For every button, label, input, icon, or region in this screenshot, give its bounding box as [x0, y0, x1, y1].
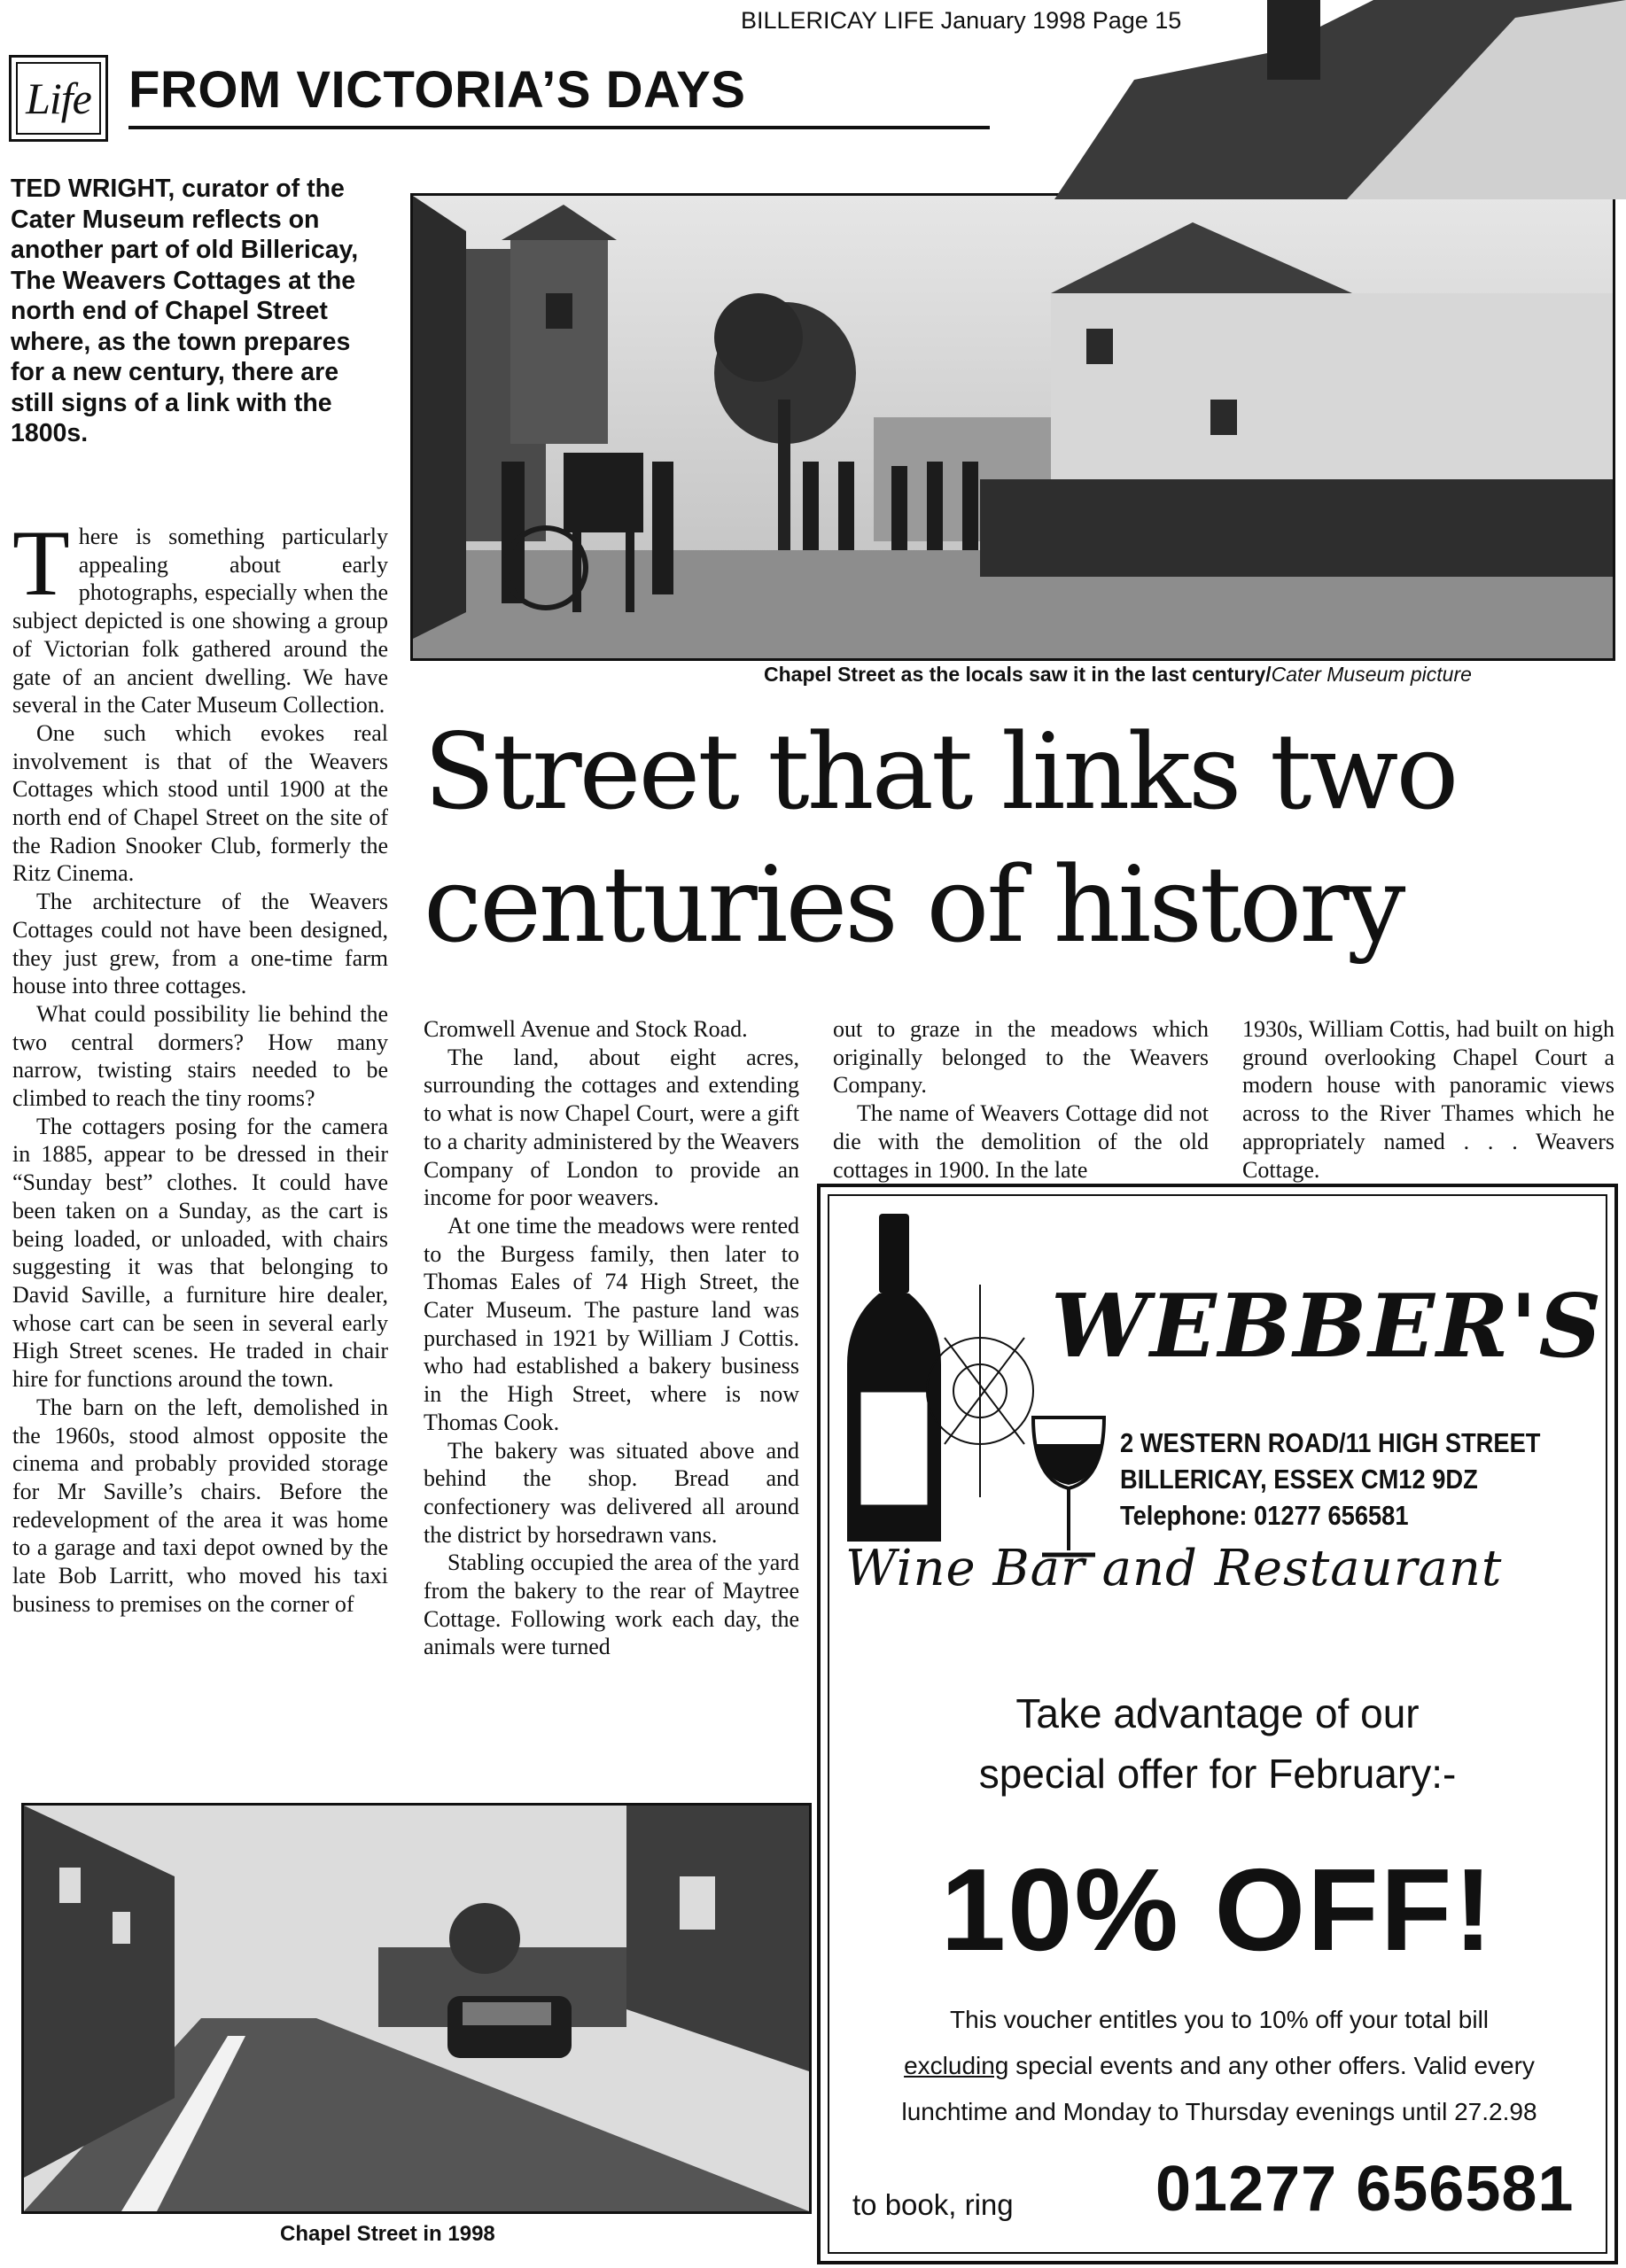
- paragraph: The name of Weavers Cottage did not die with the demolition of the old cottages in 1900. In the late: [833, 1100, 1209, 1183]
- historic-photo: [410, 193, 1615, 661]
- paragraph: Cromwell Avenue and Stock Road.: [424, 1016, 748, 1042]
- advert-phone-number: 01277 656581: [1155, 2154, 1575, 2225]
- modern-photo: [21, 1803, 812, 2214]
- article-column-4: [1242, 1015, 1614, 1184]
- advert-offer-intro: [821, 1683, 1614, 1804]
- section-title: FROM VICTORIA’S DAYS: [128, 61, 746, 119]
- advert-address: [1120, 1425, 1540, 1534]
- advert-discount: 10% OFF!: [940, 1845, 1495, 1975]
- roofline-image: [1054, 0, 1626, 199]
- advert-brand: WEBBER'S: [1051, 1276, 1604, 1378]
- modern-photo-caption: Chapel Street in 1998: [280, 2222, 495, 2246]
- voucher-line-2-rest: special events and any other offers. Valid every: [1008, 2052, 1535, 2079]
- voucher-excluding: excluding: [904, 2052, 1009, 2079]
- address-line-2: BILLERICAY, ESSEX CM12 9DZ: [1120, 1464, 1478, 1495]
- paragraph: The land, about eight acres, surrounding the cottages and extending to what is now Chapel Court, were a gift to a charity administered by the Weavers Company of London to provide an income for poor weavers.: [424, 1044, 799, 1211]
- life-logo: [9, 55, 108, 142]
- advert-voucher-terms: [856, 1997, 1583, 2135]
- caption-credit: Cater Museum picture: [1271, 663, 1472, 686]
- page-header: BILLERICAY LIFE January 1998 Page 15: [741, 7, 1182, 34]
- headline: [424, 705, 1456, 971]
- paragraph: The cottagers posing for the camera in 1885, appear to be dressed in their “Sunday best” clothes. It could have been taken on a Sunday, as the cart is being loaded, or unloaded, with chairs suggesting it was that belonging to David Saville, a furniture hire dealer, whose cart can be seen in several early High Street scenes. He traded in chair hire for functions around the town.: [12, 1113, 388, 1393]
- webbers-advert: [817, 1184, 1618, 2264]
- paragraph: Stabling occupied the area of the yard from the bakery to the rear of Maytree Cottage. Following work each day, the animals were turned: [424, 1550, 799, 1660]
- modern-photo-image: [24, 1806, 809, 2211]
- address-line-1: 2 WESTERN ROAD/11 HIGH STREET: [1120, 1427, 1541, 1458]
- paragraph: The barn on the left, demolished in the 1960s, stood almost opposite the cinema and probably provided storage for Mr Saville’s chairs. Before the redevelopment of the area it was home to a garage and taxi depot owned by the late Bob Larritt, who moved his taxi business to premises on the corner of: [12, 1394, 388, 1617]
- title-rule: [128, 126, 990, 129]
- paragraph: One such which evokes real involvement is that of the Weavers Cottages which stood until 1900 at the north end of Chapel Street on the site of the Radion Snooker Club, formerly the Ritz Cinema.: [12, 719, 388, 887]
- paragraph: here is something particularly appealing about early photographs, especially when the subject depicted is one showing a group of Victorian folk gathered around the gate of an ancient dwelling. We have several in the Cater Museum Collection.: [12, 524, 388, 718]
- historic-photo-roofline: [1054, 0, 1626, 199]
- historic-photo-image: [413, 196, 1613, 658]
- article-column-1: [12, 511, 388, 1618]
- drop-cap: T: [12, 511, 70, 615]
- paragraph: 1930s, William Cottis, had built on high ground overlooking Chapel Court a modern house with panoramic views across to the River Thames which he appropriately named . . . Weavers Cottage.: [1242, 1016, 1614, 1183]
- paragraph: out to graze in the meadows which originally belonged to the Weavers Company.: [833, 1016, 1209, 1099]
- article-column-3: [833, 1015, 1209, 1184]
- voucher-line-2: [856, 2043, 1583, 2089]
- paragraph: The bakery was situated above and behind the shop. Bread and confectionery was delivered all around the district by horsedrawn vans.: [424, 1437, 799, 1548]
- voucher-line-1: This voucher entitles you to 10% off your total bill: [949, 2006, 1490, 2033]
- advert-telephone: Telephone: 01277 656581: [1120, 1500, 1409, 1531]
- historic-photo-caption: [764, 663, 1472, 687]
- paragraph: At one time the meadows were rented to the Burgess family, then later to Thomas Eales of 74 High Street, the Cater Museum. The pasture land was purchased in 1921 by William J Cottis. who had established a bakery business in the High Street, where is now Thomas Cook.: [424, 1212, 799, 1435]
- caption-main: Chapel Street as the locals saw it in the last century/: [764, 663, 1272, 686]
- standfirst: TED WRIGHT, curator of the Cater Museum reflects on another part of old Billericay, The Weavers Cottages at the north end of Chapel Street where, as the town prepares for a new century, there are still signs of a link with the 1800s.: [11, 175, 359, 447]
- voucher-line-3: lunchtime and Monday to Thursday evenings until 27.2.98: [901, 2098, 1537, 2125]
- article-column-2: [424, 1015, 799, 1661]
- life-logo-text: Life: [16, 62, 101, 135]
- headline-line-2: centuries of history: [424, 843, 1404, 966]
- offer-intro-line-1: Take advantage of our: [1015, 1690, 1420, 1736]
- advert-tagline: Wine Bar and Restaurant: [845, 1540, 1503, 1597]
- paragraph: What could possibility lie behind the two central dormers? How many narrow, twisting stairs needed to be climbed to reach the tiny rooms?: [12, 1000, 388, 1112]
- headline-line-1: Street that links two: [424, 711, 1457, 833]
- offer-intro-line-2: special offer for February:-: [978, 1751, 1457, 1797]
- paragraph: The architecture of the Weavers Cottages could not have been designed, they just grew, from a one-time farm house into three cottages.: [12, 889, 388, 999]
- advert-booking-label: to book, ring: [852, 2188, 1014, 2221]
